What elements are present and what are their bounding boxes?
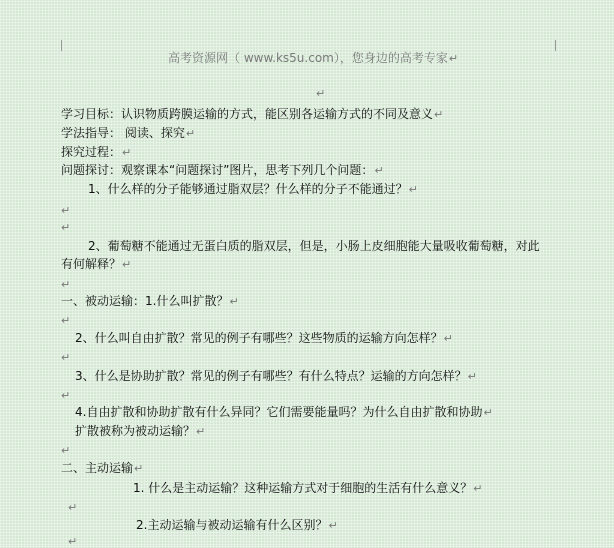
- paragraph-mark-icon: ↵: [328, 519, 338, 532]
- line-text: 一、被动运输：1.什么叫扩散？: [61, 294, 229, 308]
- paragraph-mark-icon: ↵: [68, 535, 78, 548]
- line-text: 2、什么叫自由扩散？常见的例子有哪些？这些物质的运输方向怎样？: [75, 331, 443, 345]
- question-2-line: [88, 239, 540, 253]
- line-text: 2、葡萄糖不能通过无蛋白质的脂双层，但是，小肠上皮细胞能大量吸收葡萄糖，对此: [88, 239, 540, 253]
- line-text: 扩散被称为被动运输？: [75, 424, 196, 438]
- paragraph-mark-icon: ↵: [434, 108, 444, 121]
- passive-transport-heading: [61, 294, 239, 309]
- paragraph-mark-icon: ↵: [68, 501, 78, 514]
- line-text: 二、主动运输: [61, 461, 134, 475]
- active-transport-heading: [61, 461, 143, 476]
- question-active-vs-passive: [136, 518, 338, 533]
- page-corner-left: [61, 40, 62, 51]
- paragraph-mark-icon: ↵: [483, 406, 493, 419]
- question-facilitated-diffusion: [75, 369, 477, 384]
- paragraph-mark-icon: ↵: [61, 444, 71, 457]
- paragraph-mark-icon: ↵: [185, 127, 196, 140]
- line-text: 1. 什么是主动运输？这种运输方式对于细胞的生活有什么意义？: [133, 481, 473, 495]
- page-header-text: 高考资源网（ www.ks5u.com），您身边的高考专家: [168, 51, 448, 65]
- question-diffusion-compare: [75, 405, 493, 420]
- learning-goal-line: [61, 107, 443, 122]
- page-corner-right: [555, 40, 556, 51]
- study-method-line: [61, 126, 195, 141]
- paragraph-mark-icon: ↵: [229, 295, 239, 308]
- question-diffusion-compare-continuation: [75, 424, 205, 439]
- paragraph-mark-icon: ↵: [61, 314, 71, 327]
- paragraph-mark-icon: ↵: [122, 258, 132, 271]
- paragraph-mark-icon: ↵: [448, 52, 459, 65]
- paragraph-mark-icon: ↵: [122, 146, 132, 159]
- question-free-diffusion: [75, 331, 453, 346]
- question-1-line: [88, 182, 418, 197]
- paragraph-mark-icon: ↵: [443, 332, 453, 345]
- page-header: [168, 51, 458, 66]
- paragraph-mark-icon: ↵: [134, 462, 144, 475]
- question-2-continuation: [61, 257, 131, 272]
- paragraph-mark-icon: ↵: [61, 221, 71, 234]
- paragraph-mark-icon: ↵: [61, 204, 71, 217]
- paragraph-mark-icon: ↵: [61, 351, 71, 364]
- process-line: [61, 145, 131, 160]
- paragraph-mark-icon: ↵: [374, 164, 384, 177]
- line-text: 学法指导： 阅读、探究: [61, 126, 185, 140]
- line-text: 学习目标：认识物质跨膜运输的方式，能区别各运输方式的不同及意义: [61, 107, 434, 121]
- line-text: 1、什么样的分子能够通过脂双层？什么样的分子不能通过？: [88, 182, 408, 196]
- line-text: 有何解释？: [61, 257, 122, 271]
- paragraph-mark-icon: ↵: [408, 183, 418, 196]
- paragraph-mark-icon: ↵: [196, 425, 206, 438]
- line-text: 4.自由扩散和协助扩散有什么异同？它们需要能量吗？为什么自由扩散和协助: [75, 405, 483, 419]
- question-discussion-line: [61, 163, 384, 178]
- paragraph-mark-icon: ↵: [61, 389, 71, 402]
- line-text: 问题探讨：观察课本“问题探讨”图片，思考下列几个问题：: [61, 163, 374, 177]
- paragraph-mark-icon: ↵: [61, 278, 71, 291]
- line-text: 探究过程：: [61, 145, 122, 159]
- paragraph-mark-icon: ↵: [316, 87, 326, 100]
- paragraph-mark-icon: ↵: [467, 370, 477, 383]
- line-text: 3、什么是协助扩散？常见的例子有哪些？有什么特点？运输的方向怎样？: [75, 369, 467, 383]
- line-text: 2.主动运输与被动运输有什么区别？: [136, 518, 328, 532]
- paragraph-mark-icon: ↵: [473, 482, 483, 495]
- question-active-transport: [133, 481, 483, 496]
